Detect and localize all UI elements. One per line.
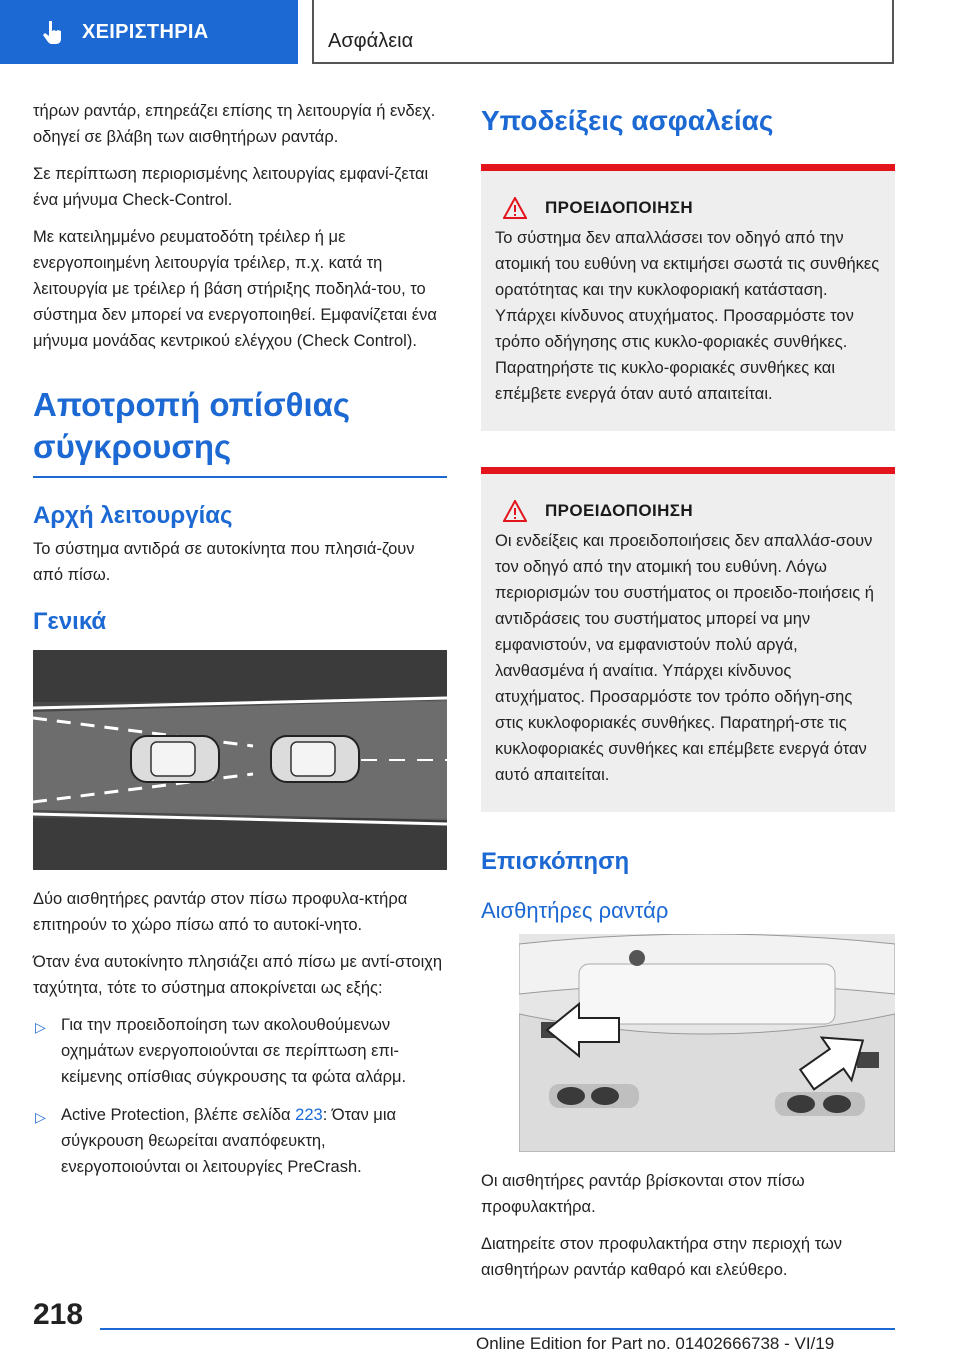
response-list — [33, 1012, 447, 1180]
chapter-tab[interactable] — [0, 0, 298, 64]
paragraph: τήρων ραντάρ, επηρεάζει επίσης τη λειτουργία ή ενδεχ. οδηγεί σε βλάβη των αισθητήρων ραντάρ. — [33, 102, 436, 146]
subheading-radar-sensors: Αισθητήρες ραντάρ — [481, 898, 669, 923]
figure-caption: Δύο αισθητήρες ραντάρ στον πίσω προφυλα-κτήρα επιτηρούν το χώρο πίσω από το αυτοκί-νητο. — [33, 890, 408, 934]
section-header — [312, 0, 894, 64]
section-divider — [33, 476, 447, 478]
warning-title: ΠΡΟΕΙΔΟΠΟΙΗΣΗ — [545, 198, 694, 217]
hand-pointer-icon — [40, 19, 66, 45]
edition-footer: Online Edition for Part no. 01402666738 - VI/19 — [476, 1334, 835, 1353]
list-item-text: Για την προειδοποίηση των ακολουθούμενων οχημάτων ενεργοποιούνται σε περίπτωση επι-κείμενης οπίσθιας σύγκρουσης τα φώτα αλάρμ. — [61, 1016, 407, 1086]
warning-triangle-icon — [503, 500, 527, 522]
right-radar-sensor — [857, 1052, 879, 1068]
rear-bumper-photo — [519, 934, 895, 1152]
subheading-overview: Επισκόπηση — [481, 848, 630, 875]
warning-bar — [481, 467, 895, 474]
subheading-principle: Αρχή λειτουργίας — [33, 502, 233, 529]
subheading-general: Γενικά — [33, 608, 107, 635]
bumper-illustration — [519, 934, 895, 1152]
warning-bar — [481, 164, 895, 171]
warning-text: Οι ενδείξεις και προειδοποιήσεις δεν απαλλάσ-σουν τον οδηγό από την ατομική του ευθύνη. Λόγω περιορισμών του συστήματος οι προειδο-ποιήσεις ή αντιδράσεις του συστήματος μπορεί να μην εμφανιστούν, να εμφανιστούν πολύ αργά, λανθασμένα ή αναίτια. Υπάρχει κίνδυνος ατυχήματος. Προσαρμόστε τον τρόπο οδήγη-σης στις κυκλοφοριακές συνθήκες. Παρατηρή-στε τις κυκλοφοριακές συνθήκες και επέμβετε ενεργά όταν αυτό απαιτείται. — [495, 532, 874, 784]
paragraph: Όταν ένα αυτοκίνητο πλησιάζει από πίσω με αντί-στοιχη ταχύτητα, τότε το σύστημα αποκρίνεται ως εξής: — [33, 953, 443, 997]
left-column — [33, 98, 447, 1192]
list-item-text-pre: Active Protection, βλέπε σελίδα — [61, 1106, 296, 1124]
road-diagram — [33, 650, 447, 870]
section-heading: Αποτροπή οπίσθιας σύγκρουσης — [33, 386, 351, 465]
triangle-bullet-icon: ▷ — [35, 1019, 46, 1035]
section-title: Ασφάλεια — [328, 30, 414, 52]
paragraph: Σε περίπτωση περιορισμένης λειτουργίας εμφανί-ζεται ένα μήνυμα Check-Control. — [33, 165, 429, 209]
page-number: 218 — [33, 1298, 84, 1331]
warning-text: Το σύστημα δεν απαλλάσσει τον οδηγό από την ατομική του ευθύνη να εκτιμήσει σωστά τις συνθήκες ορατότητας και την κυκλοφοριακή κατάσταση. Υπάρχει κίνδυνος ατυχήματος. Προσαρμόστε τον τρόπο οδήγησης στις κυκλο-φοριακές συνθήκες. Παρατηρήστε τις κυκλο-φοριακές συνθήκες και επέμβετε ενεργά όταν αυτό απαιτείται. — [495, 229, 880, 403]
rear-collision-illustration — [33, 650, 447, 870]
paragraph: Διατηρείτε στον προφυλακτήρα στην περιοχή των αισθητήρων ραντάρ καθαρό και ελεύθερο. — [481, 1235, 843, 1279]
front-car-icon — [271, 736, 359, 782]
list-item — [33, 1012, 447, 1090]
page-reference-link[interactable]: 223 — [295, 1106, 323, 1124]
warning-title: ΠΡΟΕΙΔΟΠΟΙΗΣΗ — [545, 501, 694, 520]
brand-logo-icon — [629, 950, 645, 966]
paragraph: Το σύστημα αντιδρά σε αυτοκίνητα που πλησιά-ζουν από πίσω. — [33, 540, 415, 584]
right-column — [481, 100, 895, 1294]
chapter-tab-label: ΧΕΙΡΙΣΤΗΡΙΑ — [82, 20, 209, 43]
section-heading: Υποδείξεις ασφαλείας — [481, 105, 774, 136]
paragraph: Οι αισθητήρες ραντάρ βρίσκονται στον πίσω προφυλακτήρα. — [481, 1172, 805, 1216]
warning-box — [481, 474, 895, 812]
footer-divider — [100, 1328, 895, 1330]
triangle-bullet-icon: ▷ — [35, 1109, 46, 1125]
list-item — [33, 1102, 447, 1180]
warning-triangle-icon — [503, 197, 527, 219]
rear-car-icon — [131, 736, 219, 782]
list-item-text-post: : Όταν μια σύγκρουση θεωρείται αναπόφευκτη, ενεργοποιούνται οι λειτουργίες PreCrash. — [61, 1106, 397, 1176]
paragraph: Με κατειλημμένο ρευματοδότη τρέιλερ ή με ενεργοποιημένη λειτουργία τρέιλερ, π.χ. κατά τη λειτουργία με τρέιλερ ή βάση στήριξης ποδηλά-του, το σύστημα δεν μπορεί να ενεργοποιηθεί. Εμφανίζεται ένα μήνυμα μονάδας κεντρικού ελέγχου (Check Control). — [33, 228, 437, 350]
warning-box — [481, 171, 895, 431]
